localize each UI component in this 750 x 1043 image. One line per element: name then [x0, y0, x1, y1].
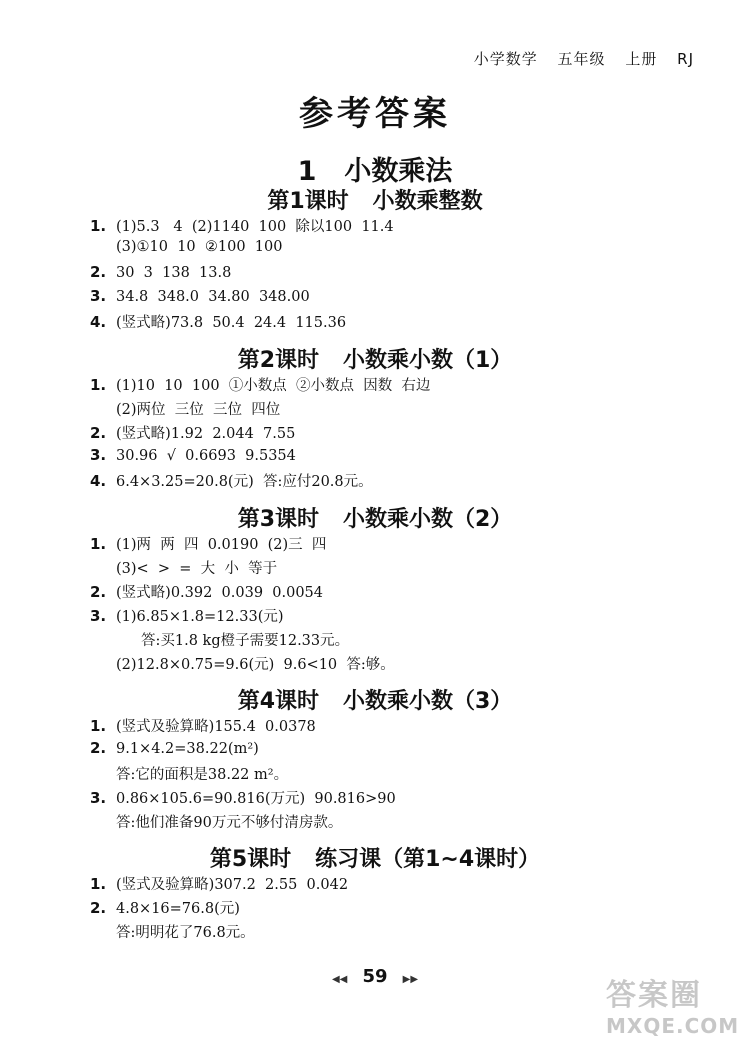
answer-line: 答:它的面积是38.22 m²。 — [116, 767, 289, 783]
page-title: 参考答案 — [299, 94, 451, 134]
next-arrow-icon: ▶▶ — [402, 974, 419, 985]
lesson-number: 第3课时 — [237, 507, 319, 532]
lesson-heading-2 — [0, 343, 750, 374]
lesson-heading-1 — [0, 184, 750, 215]
answer-line: 4. (竖式略)73.8 50.4 24.4 115.36 — [90, 313, 347, 331]
answer-line: 2. (竖式略)0.392 0.039 0.0054 — [90, 583, 324, 601]
answer-line: (3)< > = 大 小 等于 — [116, 561, 278, 577]
answer-line: (2)两位 三位 三位 四位 — [116, 402, 281, 418]
answer-line: 答:明明花了76.8元。 — [116, 925, 255, 941]
answer-line: 1. (竖式及验算略)155.4 0.0378 — [90, 717, 316, 735]
answer-line: 3. 30.96 √ 0.6693 9.5354 — [90, 446, 296, 464]
answer-line: 1. (竖式及验算略)307.2 2.55 0.042 — [90, 875, 349, 893]
watermark-url: MXQE.COM — [606, 1014, 740, 1038]
running-header — [460, 48, 694, 69]
lesson-number: 第4课时 — [237, 689, 319, 714]
answer-line: 2. (竖式略)1.92 2.044 7.55 — [90, 424, 296, 442]
header-volume: 上册 — [625, 50, 658, 68]
answer-line: 1. (1)10 10 100 ①小数点 ②小数点 因数 右边 — [90, 376, 431, 394]
lesson-heading-3 — [0, 502, 750, 533]
header-subject: 小学数学 — [473, 50, 538, 68]
answer-line: 3. 0.86×105.6=90.816(万元) 90.816>90 — [90, 789, 396, 807]
answer-line: 1. (1)两 两 四 0.0190 (2)三 四 — [90, 535, 327, 553]
answer-line: 3. (1)6.85×1.8=12.33(元) — [90, 607, 284, 625]
lesson-number: 第1课时 — [267, 189, 349, 214]
chapter-heading — [0, 149, 750, 188]
page-number: 59 — [362, 966, 388, 987]
answer-line: 3. 34.8 348.0 34.80 348.00 — [90, 287, 310, 305]
lesson-name: 小数乘小数（3） — [343, 689, 513, 714]
answer-line: 2. 9.1×4.2=38.22(m²) — [90, 739, 259, 757]
answer-line: 2. 30 3 138 13.8 — [90, 263, 232, 281]
header-edition: RJ — [677, 50, 694, 68]
lesson-number: 第5课时 — [209, 847, 292, 872]
prev-arrow-icon: ◀◀ — [331, 974, 348, 985]
answer-line: (3)①10 10 ②100 100 — [116, 239, 283, 255]
answer-line: 答:他们准备90万元不够付清房款。 — [116, 815, 343, 831]
answer-line: 答:买1.8 kg橙子需要12.33元。 — [141, 633, 350, 649]
watermark-text: 答案圈 — [606, 978, 702, 1013]
lesson-name: 小数乘整数 — [372, 189, 483, 214]
answer-line: 4. 6.4×3.25=20.8(元) 答:应付20.8元。 — [90, 472, 373, 490]
lesson-heading-4 — [0, 684, 750, 715]
lesson-number: 第2课时 — [237, 348, 319, 373]
answer-line: 2. 4.8×16=76.8(元) — [90, 899, 240, 917]
watermark-logo — [606, 970, 740, 1038]
lesson-heading-5 — [0, 842, 750, 873]
answer-line: 1. (1)5.3 4 (2)1140 100 除以100 11.4 — [90, 217, 394, 235]
chapter-number: 1 — [297, 156, 317, 187]
header-grade: 五年级 — [557, 50, 606, 68]
lesson-name: 小数乘小数（2） — [343, 507, 513, 532]
chapter-name: 小数乘法 — [344, 156, 453, 187]
lesson-name: 小数乘小数（1） — [343, 348, 513, 373]
answer-line: (2)12.8×0.75=9.6(元) 9.6<10 答:够。 — [116, 657, 395, 673]
lesson-name: 练习课（第1~4课时） — [315, 847, 541, 872]
